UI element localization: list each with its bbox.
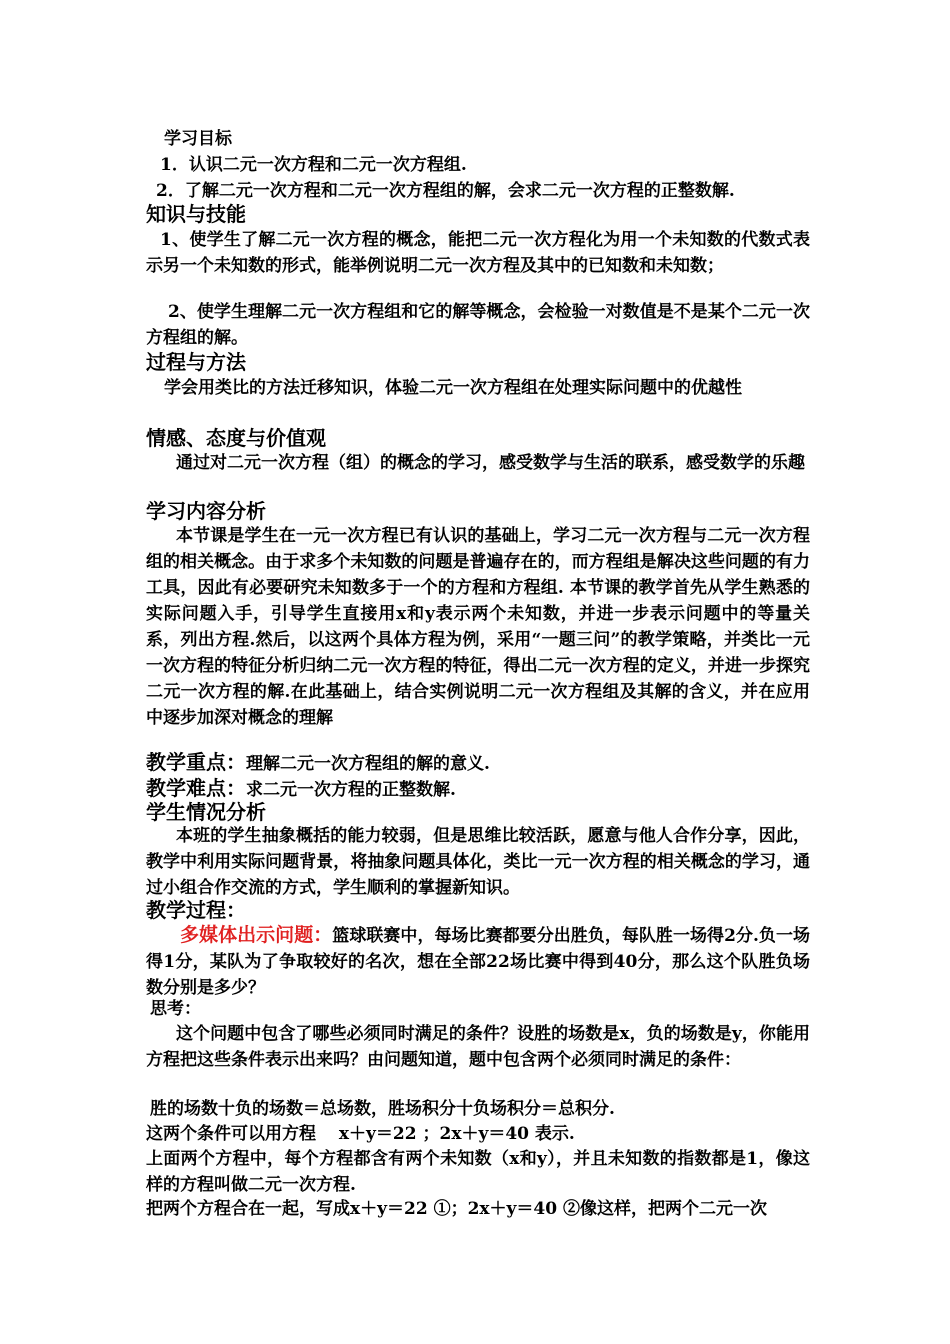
equation-line: 这两个条件可以用方程 x＋y＝22 ；2x＋y＝40 表示.	[146, 1124, 575, 1144]
media-problem	[146, 922, 810, 1001]
heading-knowledge-skills: 知识与技能	[146, 202, 246, 226]
media-problem-text: 篮球联赛中，每场比赛都要分出胜负，每队胜一场得2分.负一场得1分，某队为了争取较好的名次，想在全部22场比赛中得到40分，那么这个队胜负场数分别是多少？	[146, 926, 810, 998]
think-label: 思考：	[150, 999, 201, 1019]
key-point-line	[146, 749, 810, 777]
objective-item-2: 2．了解二元一次方程和二元一次方程组的解，会求二元一次方程的正整数解.	[156, 181, 735, 201]
heading-emotion-values: 情感、态度与价值观	[146, 426, 326, 450]
combine-text: 把两个方程合在一起，写成x＋y＝22 ①；2x＋y＝40 ②像这样，把两个二元一次	[146, 1199, 768, 1219]
student-analysis-text: 本班的学生抽象概括的能力较弱，但是思维比较活跃，愿意与他人合作分享，因此，教学中利用实际问题背景，将抽象问题具体化，类比一元一次方程的相关概念的学习，通过小组合作交流的方式，学生顺利的掌握新知识。	[146, 826, 810, 898]
objective-title: 学习目标	[164, 129, 232, 149]
process-text: 学会用类比的方法迁移知识，体验二元一次方程组在处理实际问题中的优越性	[164, 378, 742, 398]
condition-line: 胜的场数十负的场数＝总场数，胜场积分十负场积分＝总积分.	[150, 1099, 615, 1119]
knowledge-item-2: 2、使学生理解二元一次方程组和它的解等概念，会检验一对数值是不是某个二元一次方程组的解。	[146, 302, 810, 348]
heading-process-method: 过程与方法	[146, 350, 246, 374]
emotion-text: 通过对二元一次方程（组）的概念的学习，感受数学与生活的联系，感受数学的乐趣	[176, 453, 805, 473]
content-analysis-text: 本节课是学生在一元一次方程已有认识的基础上，学习二元一次方程与二元一次方程组的相关概念。由于求多个未知数的问题是普遍存在的，而方程组是解决这些问题的有力工具，因此有必要研究未知数多于一个的方程和方程组. 本节课的教学首先从学生熟悉的实际问题入手，引导学生直接用x和y表示两个未知数，并进一步表示问题中的等量关系，列出方程.然后，以这两个具体方程为例，采用“一题三问”的教学策略，并类比一元一次方程的特征分析归纳二元一次方程的特征，得出二元一次方程的定义，并进一步探究二元一次方程的解.在此基础上，结合实例说明二元一次方程组及其解的含义，并在应用中逐步加深对概念的理解	[146, 526, 810, 728]
difficulty-text: 求二元一次方程的正整数解.	[246, 780, 456, 800]
knowledge-item-1: 1、使学生了解二元一次方程的概念，能把二元一次方程化为用一个未知数的代数式表示另一个未知数的形式，能举例说明二元一次方程及其中的已知数和未知数；	[146, 230, 810, 276]
difficulty-label: 教学难点：	[146, 776, 246, 800]
key-point-text: 理解二元一次方程组的解的意义.	[246, 754, 490, 774]
objective-item-1: 1．认识二元一次方程和二元一次方程组.	[160, 155, 467, 175]
heading-content-analysis: 学习内容分析	[146, 499, 266, 523]
think-text: 这个问题中包含了哪些必须同时满足的条件？设胜的场数是x，负的场数是y，你能用方程把这些条件表示出来吗？由问题知道，题中包含两个必须同时满足的条件：	[146, 1024, 810, 1070]
heading-teaching-process: 教学过程：	[146, 898, 246, 922]
definition-text: 上面两个方程中，每个方程都含有两个未知数（x和y），并且未知数的指数都是1，像这样的方程叫做二元一次方程.	[146, 1149, 810, 1195]
key-point-label: 教学重点：	[146, 750, 246, 774]
heading-student-analysis: 学生情况分析	[146, 800, 266, 824]
media-label: 多媒体出示问题：	[180, 924, 333, 946]
